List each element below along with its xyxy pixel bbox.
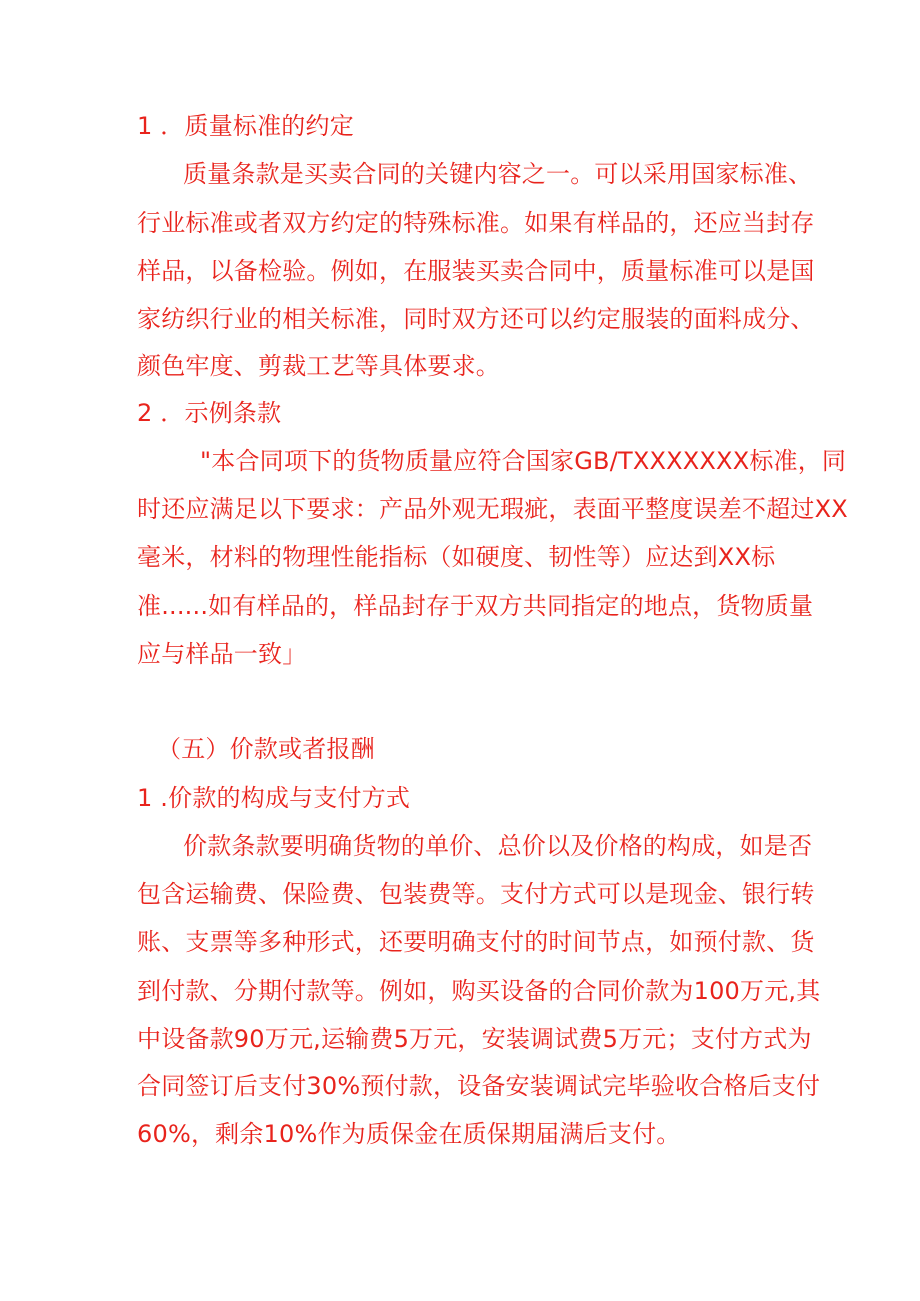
sample-clause-line: "本合同项下的货物质量应符合国家GB/TXXXXXXX标准，同 bbox=[200, 447, 847, 475]
sample-clause-line: 准......如有样品的，样品封存于双方共同指定的地点，货物质量 bbox=[137, 592, 814, 620]
quality-paragraph-line: 颜色牢度、剪裁工艺等具体要求。 bbox=[137, 352, 500, 380]
price-payment-heading: 1 .价款的构成与支付方式 bbox=[137, 784, 411, 812]
price-paragraph-line: 账、支票等多种形式，还要明确支付的时间节点，如预付款、货 bbox=[137, 928, 815, 956]
sample-clause-line: 毫米，材料的物理性能指标（如硬度、韧性等）应达到XX标 bbox=[137, 543, 776, 571]
quality-paragraph-line: 家纺织行业的相关标准，同时双方还可以约定服装的面料成分、 bbox=[137, 305, 815, 333]
quality-paragraph-line: 行业标准或者双方约定的特殊标准。如果有样品的，还应当封存 bbox=[137, 209, 815, 237]
quality-paragraph-line: 质量条款是买卖合同的关键内容之一。可以采用国家标准、 bbox=[183, 160, 813, 188]
price-chapter-heading: （五）价款或者报酬 bbox=[157, 735, 375, 763]
price-paragraph-line: 合同签订后支付30%预付款，设备安装调试完毕验收合格后支付 bbox=[137, 1072, 821, 1100]
price-paragraph-line: 到付款、分期付款等。例如，购买设备的合同价款为100万元,其 bbox=[137, 977, 821, 1005]
price-paragraph-line: 包含运输费、保险费、包装费等。支付方式可以是现金、银行转 bbox=[137, 880, 815, 908]
sample-clause-heading: 2 ．示例条款 bbox=[137, 399, 282, 427]
quality-standard-heading: 1 ．质量标准的约定 bbox=[137, 112, 354, 140]
price-paragraph-line: 60%，剩余10%作为质保金在质保期届满后支付。 bbox=[137, 1120, 681, 1148]
sample-clause-line: 应与样品一致」 bbox=[137, 640, 307, 668]
sample-clause-line: 时还应满足以下要求：产品外观无瑕疵，表面平整度误差不超过XX bbox=[137, 495, 848, 523]
price-paragraph-line: 价款条款要明确货物的单价、总价以及价格的构成，如是否 bbox=[183, 832, 813, 860]
price-paragraph-line: 中设备款90万元,运输费5万元，安装调试费5万元；支付方式为 bbox=[137, 1025, 812, 1053]
quality-paragraph-line: 样品，以备检验。例如，在服装买卖合同中，质量标准可以是国 bbox=[137, 257, 815, 285]
